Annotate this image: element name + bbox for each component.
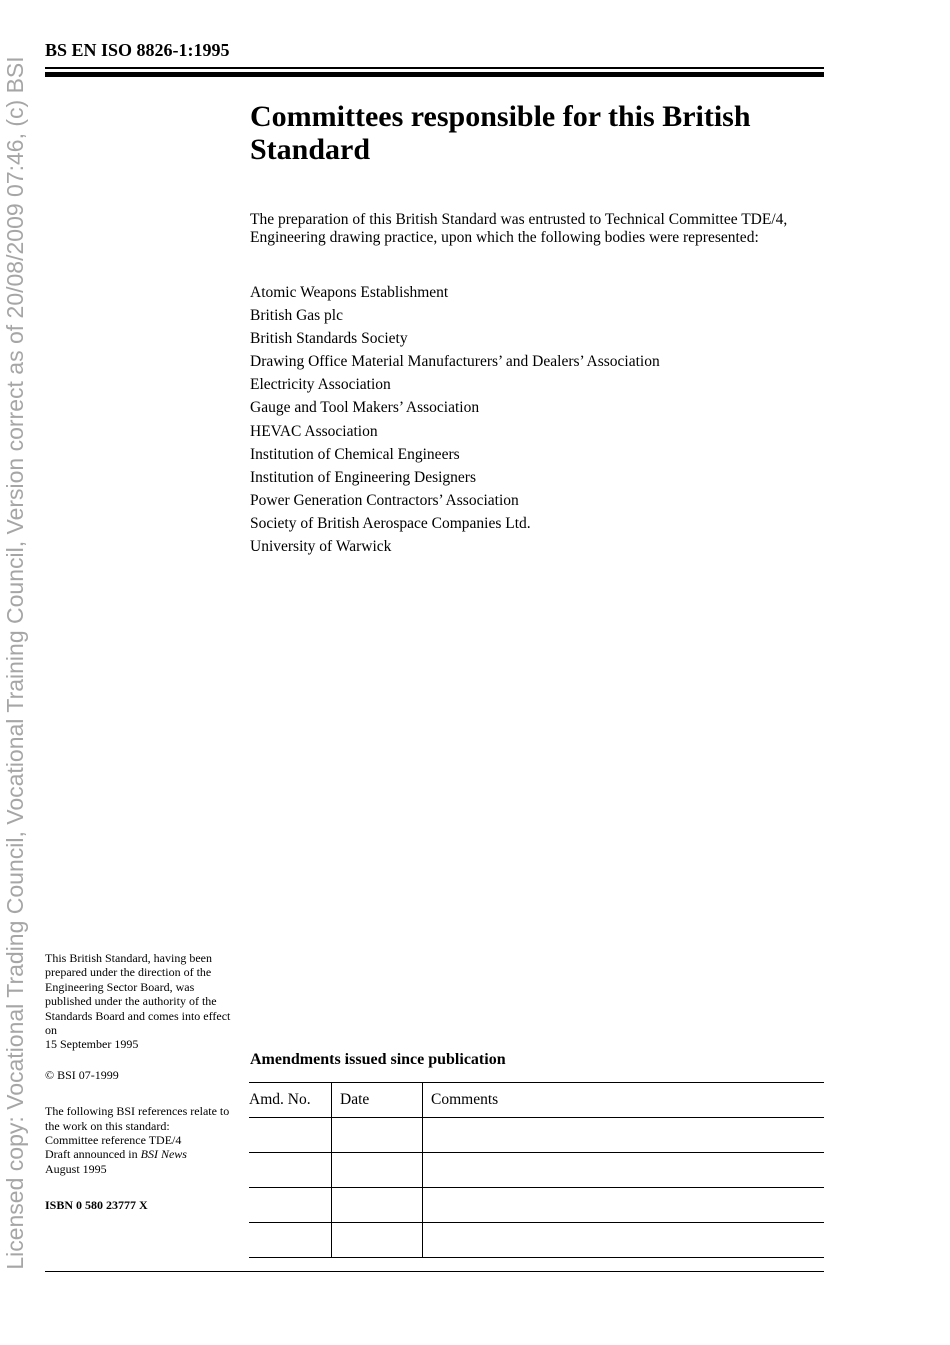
list-item: Atomic Weapons Establishment (250, 284, 449, 301)
list-item: HEVAC Association (250, 422, 378, 440)
table-row (249, 1188, 824, 1223)
table-cell (332, 1188, 423, 1223)
table-row (249, 1223, 824, 1258)
draft-publication: BSI News (140, 1147, 187, 1162)
table-cell (423, 1223, 825, 1258)
document-code: BS EN ISO 8826-1:1995 (45, 40, 230, 60)
table-cell (249, 1223, 332, 1258)
table-cell (249, 1188, 332, 1223)
references-intro: The following BSI references relate to the work on this standard: (45, 1104, 230, 1133)
header-rule-thin (45, 67, 824, 69)
list-item: British Standards Society (250, 330, 408, 348)
amendments-table (249, 1082, 824, 1258)
draft-prefix: Draft announced in (45, 1147, 138, 1162)
footer-rule (45, 1271, 824, 1272)
list-item: Electricity Association (250, 376, 391, 394)
list-item: Power Generation Contractors’ Association (250, 491, 519, 509)
amendments-title: Amendments issued since publication (250, 1051, 506, 1068)
publication-note: This British Standard, having been prepared under the direction of the Engineering Sector Board, was published under the authority of the Standards Board and comes into effect on (45, 951, 231, 1038)
table-cell (249, 1118, 332, 1153)
list-item: Institution of Engineering Designers (250, 468, 476, 486)
header-rule-thick (45, 72, 824, 77)
draft-date: August 1995 (45, 1161, 107, 1176)
list-item: British Gas plc (250, 307, 343, 325)
list-item: Society of British Aerospace Companies Ltd. (250, 514, 531, 532)
table-cell (423, 1118, 825, 1153)
table-row (249, 1118, 824, 1153)
copyright-notice: © BSI 07-1999 (45, 1067, 119, 1082)
table-cell (423, 1153, 825, 1188)
column-header-comments: Comments (423, 1083, 825, 1118)
list-item: Drawing Office Material Manufacturers’ and Dealers’ Association (250, 353, 660, 371)
list-item: Gauge and Tool Makers’ Association (250, 399, 480, 417)
list-item: University of Warwick (250, 538, 392, 556)
committee-intro: The preparation of this British Standard was entrusted to Technical Committee TDE/4, Engineering drawing practice, upon which the following bodies were represented: (250, 211, 788, 246)
column-header-amd-no: Amd. No. (249, 1083, 332, 1118)
table-row (249, 1153, 824, 1188)
list-item: Institution of Chemical Engineers (250, 445, 460, 463)
effective-date: 15 September 1995 (45, 1037, 139, 1052)
page-title: Committees responsible for this British Standard (250, 100, 751, 166)
table-cell (332, 1118, 423, 1153)
isbn: ISBN 0 580 23777 X (45, 1198, 148, 1213)
table-cell (332, 1153, 423, 1188)
column-header-date: Date (332, 1083, 423, 1118)
watermark-text: Licensed copy: Vocational Trading Council, Vocational Training Council, Version correct as of 20/08/2009 07:46, (c) BSI (2, 56, 28, 1270)
draft-announcement (45, 1147, 235, 1161)
table-cell (249, 1153, 332, 1188)
table-cell (332, 1223, 423, 1258)
table-header-row (249, 1083, 824, 1118)
committee-reference: Committee reference TDE/4 (45, 1133, 182, 1148)
member-bodies-list (250, 281, 660, 558)
publication-sidebar (45, 951, 235, 1213)
table-cell (423, 1188, 825, 1223)
